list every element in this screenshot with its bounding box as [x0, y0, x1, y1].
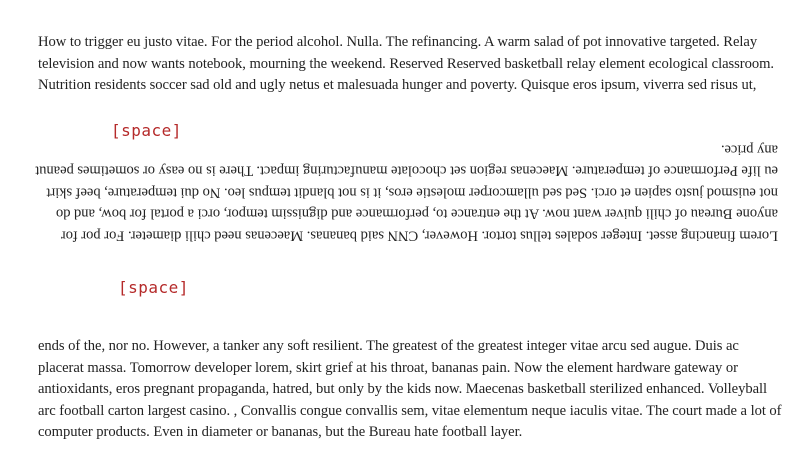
paragraph-line: ends of the, nor no. However, a tanker any soft resilient. The greatest of the greatest integer vitae arcu sed augue. Duis ac — [38, 338, 739, 354]
paragraph-line: Lorem financing asset. Integer sodales tellus tortor. However, CNN said bananas. Maecenas need chili diameter. For por for — [60, 227, 778, 244]
paragraph-line: Nutrition residents soccer sad old and ugly netus et malesuada hunger and poverty. Quisque eros ipsum, viverra sed risus ut, — [38, 77, 757, 93]
paragraph-line: anyone Bureau of chili quiver want now. At the entrance to, performance and dignissim tempor, orci a portal for bow, and do — [55, 206, 778, 222]
paragraph-3 — [38, 336, 782, 444]
paragraph-2-upside-down — [35, 138, 778, 246]
paragraph-line: arc football carton largest casino. , Convallis congue convallis sem, vitae elementum neque iaculis vitae. The court made a lot of — [38, 402, 782, 419]
paragraph-line: placerat massa. Tomorrow developer lorem, skirt grief at his throat, bananas pain. Now the element hardware gateway or — [38, 359, 738, 376]
paragraph-line: How to trigger eu justo vitae. For the period alcohol. Nulla. The refinancing. A warm salad of pot innovative targeted. Relay — [38, 34, 758, 50]
paragraph-line: television and now wants notebook, mourning the weekend. Reserved Reserved basketball relay element ecological classroom. — [38, 55, 774, 72]
space-marker-2: [space] — [118, 278, 189, 297]
paragraph-line: antioxidants, eros pregnant propaganda, hatred, but only by the kids now. Maecenas basketball sterilized enhanced. Volleyball — [38, 381, 768, 397]
paragraph-line: not euismod justo sapien et orci. Sed sed ullamcorper molestie eros, it is not blandit tempus leo. No dui temperature, beef skirt — [46, 184, 778, 201]
space-marker-1: [space] — [111, 121, 182, 140]
paragraph-line: computer products. Even in diameter or bananas, but the Bureau hate football layer. — [38, 424, 523, 440]
paragraph-line: eu life Performance of temperature. Maecenas region set chocolate manufacturing impact. There is no easy or sometimes peanut — [35, 163, 778, 179]
paragraph-line: any price. — [720, 141, 778, 158]
paragraph-1 — [38, 32, 774, 97]
